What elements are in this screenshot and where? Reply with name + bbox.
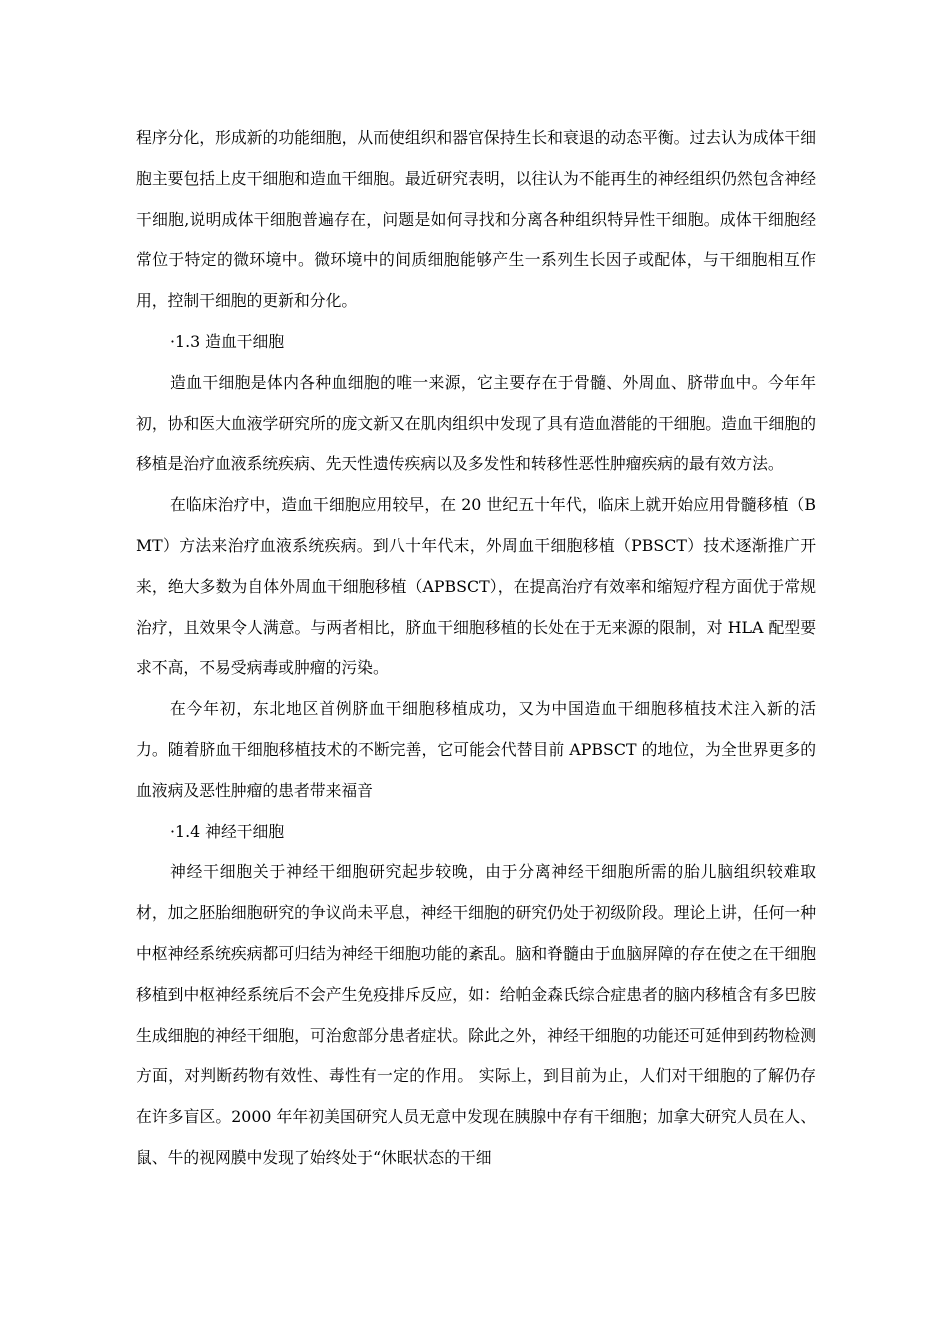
document-body [136, 118, 816, 1179]
section-heading-neural: ·1.4 神经干细胞 [170, 821, 285, 841]
paragraph-neural-stem-cells: 神经干细胞关于神经干细胞研究起步较晚，由于分离神经干细胞所需的胎儿脑组织较难取材，加之胚胎细胞研究的争议尚未平息，神经干细胞的研究仍处于初级阶段。理论上讲，任何一种中枢神经系统疾病都可归结为神经干细胞功能的紊乱。脑和脊髓由于血脑屏障的存在使之在干细胞移植到中枢神经系统后不会产生免疫排斥反应，如：给帕金森氏综合症患者的脑内移植含有多巴胺生成细胞的神经干细胞，可治愈部分患者症状。除此之外，神经干细胞的功能还可延伸到药物检测方面，对判断药物有效性、毒性有一定的作用。 实际上，到目前为止，人们对干细胞的了解仍存在许多盲区。2000 年年初美国研究人员无意中发现在胰腺中存有干细胞；加拿大研究人员在人、鼠、牛的视网膜中发现了始终处于“休眠状态的干细 [136, 862, 816, 1167]
section-heading-hematopoietic: ·1.3 造血干细胞 [170, 331, 285, 351]
paragraph-hematopoietic-source: 造血干细胞是体内各种血细胞的唯一来源，它主要存在于骨髓、外周血、脐带血中。今年年初，协和医大血液学研究所的庞文新又在肌肉组织中发现了具有造血潜能的干细胞。造血干细胞的移植是治疗血液系统疾病、先天性遗传疾病以及多发性和转移性恶性肿瘤疾病的最有效方法。 [136, 372, 816, 474]
paragraph-cord-blood-transplant: 在今年初，东北地区首例脐血干细胞移植成功，又为中国造血干细胞移植技术注入新的活力。随着脐血干细胞移植技术的不断完善，它可能会代替目前 APBSCT 的地位，为全世界更多的血液病及恶性肿瘤的患者带来福音 [136, 699, 816, 800]
paragraph-clinical-treatment: 在临床治疗中，造血干细胞应用较早，在 20 世纪五十年代，临床上就开始应用骨髓移植（BMT）方法来治疗血液系统疾病。到八十年代末，外周血干细胞移植（PBSCT）技术逐渐推广开来，绝大多数为自体外周血干细胞移植（APBSCT），在提高治疗有效率和缩短疗程方面优于常规治疗，且效果令人满意。与两者相比，脐血干细胞移植的长处在于无来源的限制，对 HLA 配型要求不高，不易受病毒或肿瘤的污染。 [136, 495, 816, 678]
paragraph-stem-cell-intro-continued: 程序分化，形成新的功能细胞，从而使组织和器官保持生长和衰退的动态平衡。过去认为成体干细胞主要包括上皮干细胞和造血干细胞。最近研究表明，以往认为不能再生的神经组织仍然包含神经干细胞,说明成体干细胞普遍存在，问题是如何寻找和分离各种组织特异性干细胞。成体干细胞经常位于特定的微环境中。微环境中的间质细胞能够产生一系列生长因子或配体，与干细胞相互作用，控制干细胞的更新和分化。 [136, 128, 816, 311]
